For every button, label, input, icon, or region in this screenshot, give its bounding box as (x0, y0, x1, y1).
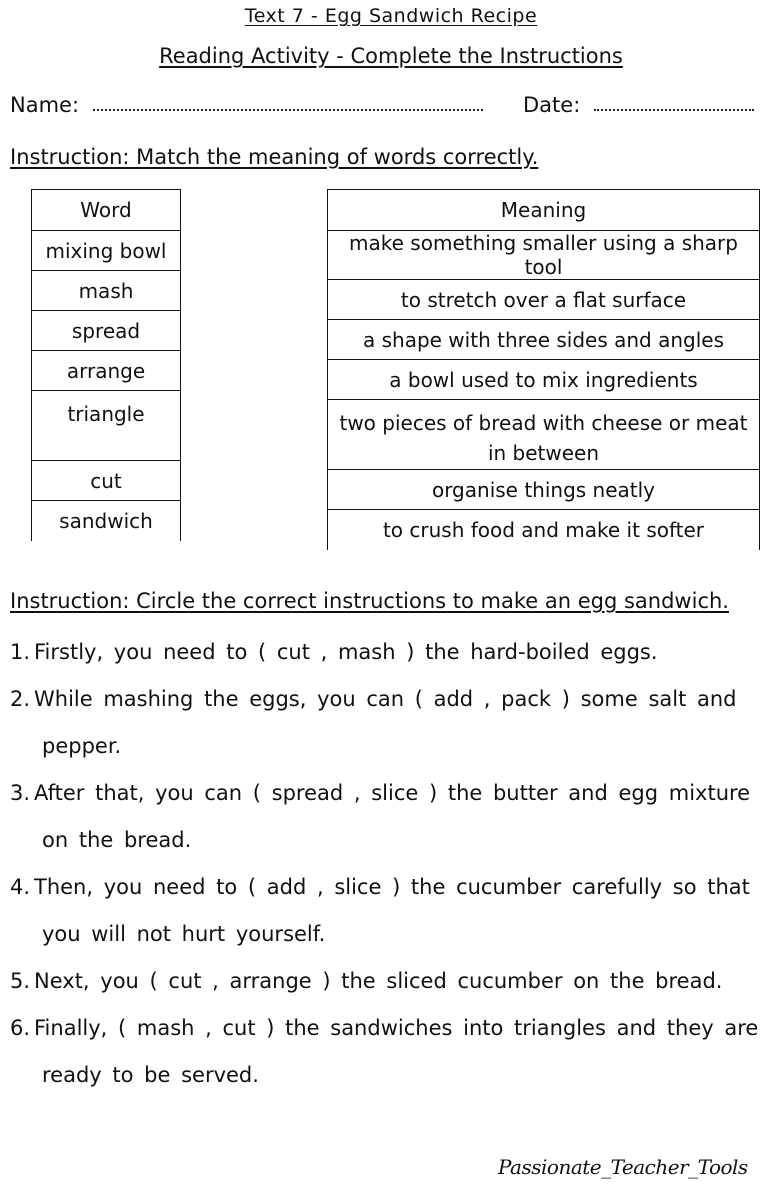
sentence-continuation: you will not hurt yourself. (42, 922, 326, 946)
circle-instruction: Instruction: Circle the correct instructions to make an egg sandwich. (10, 589, 729, 613)
sentence-item (10, 770, 760, 864)
sentence-item (10, 864, 760, 958)
sentence-item (10, 676, 760, 770)
sentence-text[interactable]: Then, you need to ( add , slice ) the cucumber carefully so that (34, 875, 750, 899)
sentence-number: 5. (10, 969, 31, 993)
author-signature: Passionate_Teacher_Tools (498, 1155, 748, 1179)
sentence-text[interactable]: Next, you ( cut , arrange ) the sliced cucumber on the bread. (34, 969, 723, 993)
sentence-number: 1. (10, 640, 31, 664)
sentence-continuation: on the bread. (42, 828, 192, 852)
document-title: Text 7 - Egg Sandwich Recipe (244, 5, 538, 27)
sentence-number: 2. (10, 687, 31, 711)
meaning-header: Meaning (328, 190, 760, 231)
meaning-cell: organise things neatly (328, 470, 760, 510)
meaning-cell: make something smaller using a sharp tool (328, 231, 760, 280)
name-label: Name: (10, 93, 80, 117)
activity-subtitle: Reading Activity - Complete the Instructions (159, 44, 623, 68)
sentence-continuation: pepper. (42, 734, 122, 758)
word-header: Word (32, 190, 181, 231)
sentence-continuation: ready to be served. (42, 1063, 259, 1087)
word-cell: mash (32, 271, 181, 311)
word-cell: spread (32, 311, 181, 351)
sentence-text[interactable]: While mashing the eggs, you can ( add , pack ) some salt and (34, 687, 737, 711)
meaning-cell: a shape with three sides and angles (328, 320, 760, 360)
meaning-cell: a bowl used to mix ingredients (328, 360, 760, 400)
meaning-table (327, 189, 760, 550)
sentence-number: 4. (10, 875, 31, 899)
date-dotted-line[interactable] (594, 108, 754, 111)
word-cell: sandwich (32, 501, 181, 541)
word-cell: mixing bowl (32, 231, 181, 271)
name-dotted-line[interactable] (93, 108, 483, 111)
sentence-number: 3. (10, 781, 31, 805)
match-instruction: Instruction: Match the meaning of words correctly. (10, 145, 539, 169)
sentence-item (10, 1005, 760, 1099)
sentence-list (10, 629, 760, 1099)
date-field[interactable] (523, 93, 754, 117)
sentence-text[interactable]: Firstly, you need to ( cut , mash ) the hard-boiled eggs. (34, 640, 658, 664)
sentence-item (10, 629, 760, 676)
meaning-cell: two pieces of bread with cheese or meat in between (328, 400, 760, 470)
sentence-item (10, 958, 760, 1005)
meaning-cell: to crush food and make it softer (328, 510, 760, 550)
meaning-cell: to stretch over a flat surface (328, 280, 760, 320)
date-label: Date: (523, 93, 581, 117)
sentence-number: 6. (10, 1016, 31, 1040)
word-cell: triangle (32, 391, 181, 461)
sentence-text[interactable]: After that, you can ( spread , slice ) the butter and egg mixture (34, 781, 751, 805)
sentence-text[interactable]: Finally, ( mash , cut ) the sandwiches into triangles and they are (34, 1016, 759, 1040)
word-cell: cut (32, 461, 181, 501)
word-table (31, 189, 181, 541)
name-field[interactable] (10, 93, 483, 117)
word-cell: arrange (32, 351, 181, 391)
